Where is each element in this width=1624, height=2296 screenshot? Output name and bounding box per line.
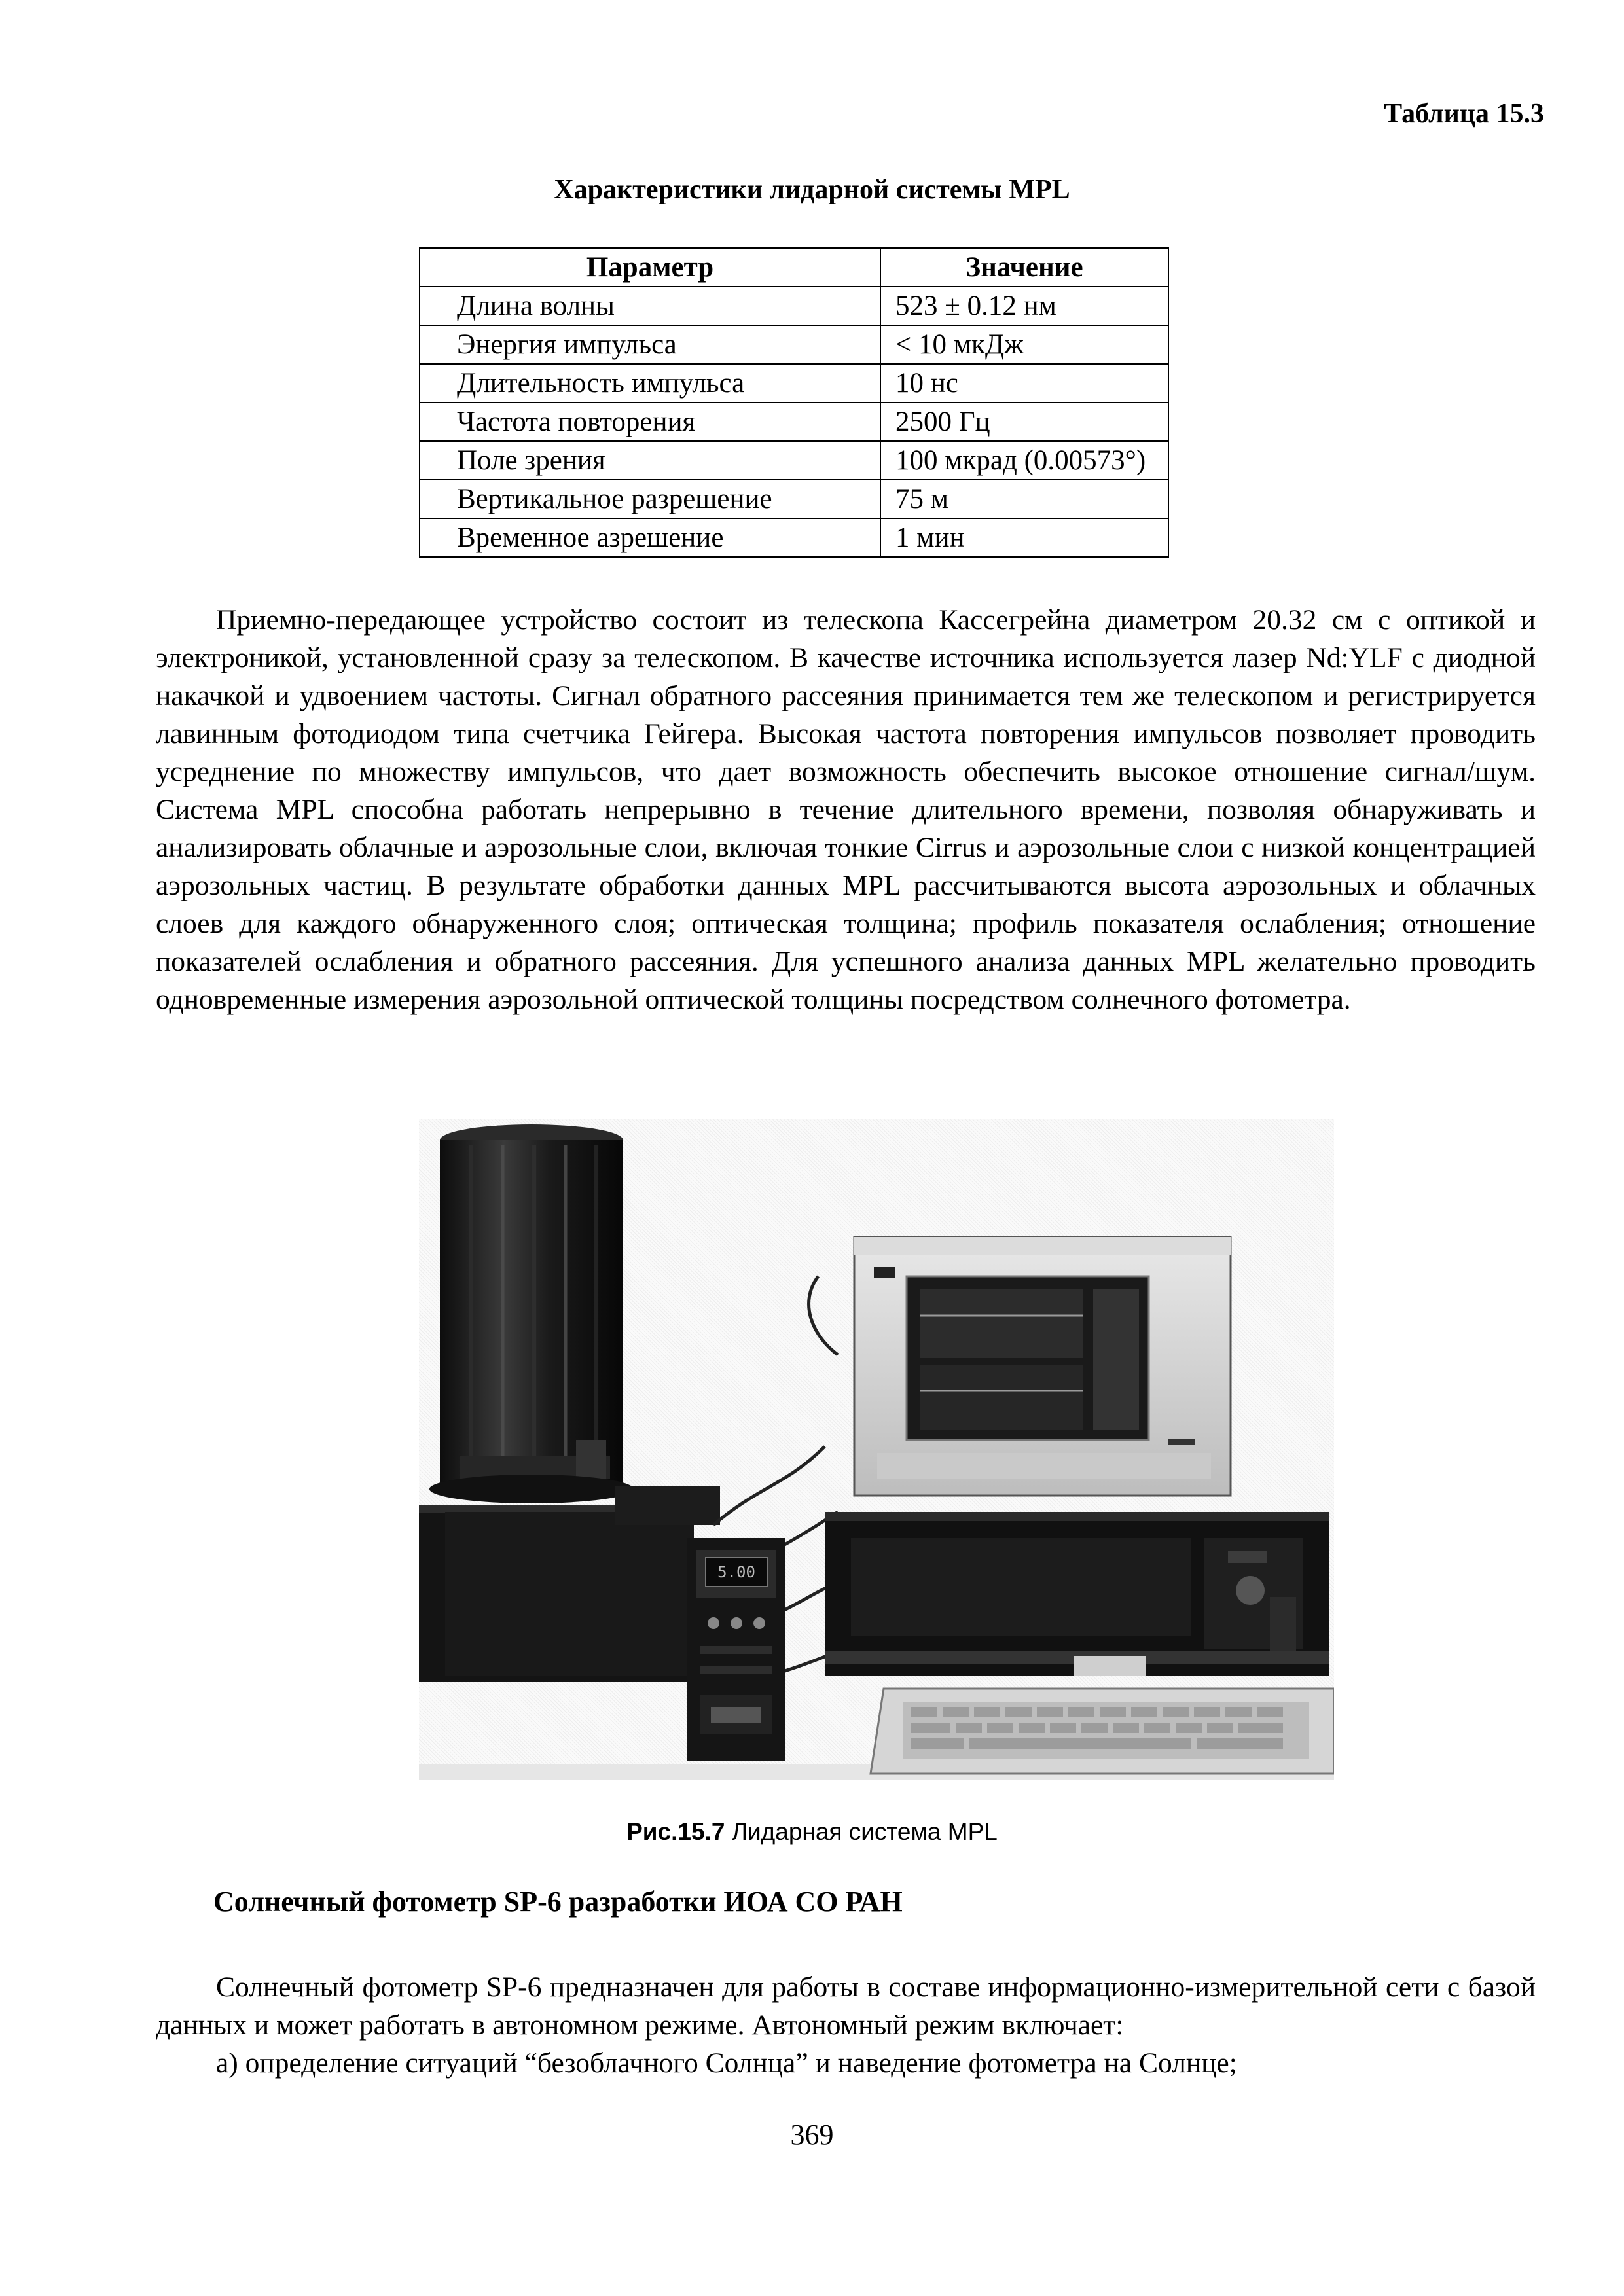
table-cell-param: Временное азрешение [420,518,880,557]
table-header-row [420,248,1168,287]
body-paragraph [156,601,1536,1018]
section-heading: Солнечный фотометр SP-6 разработки ИОА СО РАН [213,1886,903,1918]
table-cell-param: Длительность импульса [420,364,880,403]
monitor [854,1237,1231,1496]
column-header-parameter: Параметр [420,248,880,287]
control-display-text: 5.00 [717,1563,755,1581]
page-number: 369 [790,2119,834,2151]
column-header-value: Значение [880,248,1168,287]
telescope-cylinder [429,1124,634,1503]
list-item: а) определение ситуаций “безоблачного Солнца” и наведение фотометра на Солнце; [216,2047,1237,2079]
control-unit [687,1538,785,1761]
paragraph-text: Солнечный фотометр SP-6 предназначен для работы в составе информационно-измерительной сети с базой данных и может работать в автономном режиме. Автономный режим включает: [156,1971,1536,2041]
table-cell-param: Частота повторения [420,403,880,441]
keyboard [871,1689,1334,1774]
table-cell-param: Длина волны [420,287,880,325]
table-row [420,441,1168,480]
figure-label: Рис.15.7 [626,1818,725,1845]
table-row [420,480,1168,518]
paragraph-text: Приемно-передающее устройство состоит из телескопа Кассегрейна диаметром 20.32 см с оптикой и электроникой, установленной сразу за телескопом. В качестве источника используется лазер Nd:YLF с диодной накачкой и удвоением частоты. Сигнал обратного рассеяния принимается тем же телескопом и регистрируется лавинным фотодиодом типа счетчика Гейгера. Высокая частота повторения импульсов позволяет проводить усреднение по множеству импульсов, что дает возможность обеспечить высокое отношение сигнал/шум. Система MPL способна работать непрерывно в течение длительного времени, позволяя обнаруживать и анализировать облачные и аэрозольные слои, включая тонкие Cirrus и аэрозольные слои с низкой концентрацией аэрозольных частиц. В результате обработки данных MPL рассчитываются высота аэрозольных и облачных слоев для каждого обнаруженного слоя; оптическая толщина; профиль показателя ослабления; отношение показателей ослабления и обратного рассеяния. Для успешного анализа данных MPL желательно проводить одновременные измерения аэрозольной оптической толщины посредством солнечного фотометра. [156,604,1536,1015]
photo-illustration [419,1119,1334,1780]
table-cell-value: < 10 мкДж [880,325,1168,364]
rack-unit [825,1512,1329,1676]
table-row [420,518,1168,557]
table-cell-value: 75 м [880,480,1168,518]
telescope-base [419,1486,720,1682]
lidar-system-photo [419,1119,1334,1780]
table-row [420,403,1168,441]
figure-caption [0,1818,1624,1846]
table-cell-param: Энергия импульса [420,325,880,364]
parameters-table [419,247,1169,558]
table-row [420,325,1168,364]
table-cell-value: 100 мкрад (0.00573°) [880,441,1168,480]
body-paragraph-2 [156,1968,1536,2082]
table-cell-param: Поле зрения [420,441,880,480]
table-cell-value: 10 нс [880,364,1168,403]
table-cell-value: 1 мин [880,518,1168,557]
figure-caption-text: Лидарная система MPL [725,1818,998,1845]
table-cell-value: 523 ± 0.12 нм [880,287,1168,325]
table-cell-param: Вертикальное разрешение [420,480,880,518]
table-row [420,287,1168,325]
table-row [420,364,1168,403]
table-cell-value: 2500 Гц [880,403,1168,441]
table-number: Таблица 15.3 [1384,99,1544,129]
table-title: Характеристики лидарной системы MPL [554,175,1070,205]
